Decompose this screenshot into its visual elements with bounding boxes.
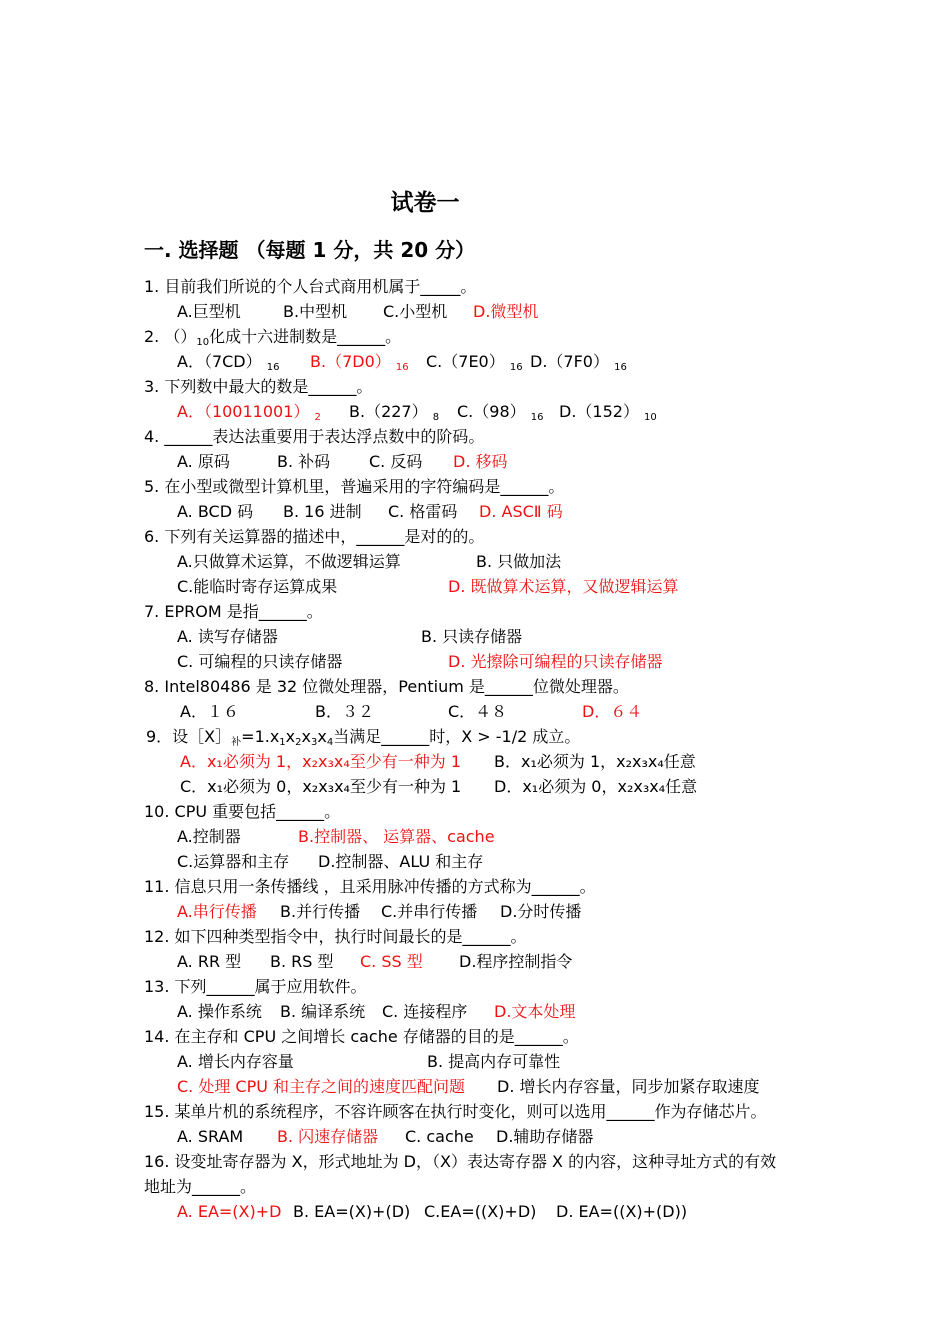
option-d: D.分时传播	[500, 902, 582, 921]
option-c: C. 反码	[369, 452, 423, 471]
option-b: B.（227） $_8$	[349, 402, 440, 423]
question-9: 9．设$[X]_补=1.x_1x_2x_3x_4$当满足______时，X > -1/2 成立。	[146, 727, 581, 748]
option-a: A．（7CD） $_{16}$	[177, 352, 280, 373]
option-b: B．３２	[315, 702, 374, 721]
option-d: D. EA=((X)+(D))	[556, 1202, 688, 1221]
option-d: D.（7F0） $_{16}$	[530, 352, 627, 373]
option-a: A.巨型机	[177, 302, 241, 321]
question-2	[144, 326, 401, 348]
option-c: C.小型机	[383, 302, 448, 321]
option-d: D.（152） $_{10}$	[559, 402, 657, 423]
option-b: B.中型机	[283, 302, 348, 321]
page-title: 试卷一	[390, 190, 460, 216]
question-3: 3. 下列数中最大的数是______。	[144, 377, 373, 396]
option-b: B．x₁必须为 1，x₂x₃x₄任意	[494, 752, 696, 771]
question-13: 13. 下列______属于应用软件。	[144, 977, 367, 996]
option-c: C.能临时寄存运算成果	[177, 577, 338, 596]
question-8: 8. Intel80486 是 32 位微处理器，Pentium 是______位微处理器。	[144, 677, 629, 696]
question-7: 7. EPROM 是指______。	[144, 602, 323, 621]
option-d-answer: D. 移码	[453, 452, 508, 471]
question-9-value: =1.x	[241, 727, 280, 746]
option-a: A. BCD 码	[177, 502, 254, 521]
option-c: C.（7E0） $_{16}$	[426, 352, 523, 373]
option-b: B. EA=(X)+(D)	[293, 1202, 411, 1221]
option-c: C. 连接程序	[382, 1002, 468, 1021]
option-c: C. 格雷码	[388, 502, 458, 521]
option-a-answer: A．（10011001） $_2$	[177, 402, 321, 423]
option-c: C．４８	[448, 702, 508, 721]
option-d-answer: D. 光擦除可编程的只读存储器	[448, 652, 663, 671]
option-c: C. cache	[405, 1127, 474, 1146]
question-9-complement-mark: 补	[231, 737, 242, 748]
option-a-answer: A. EA=(X)+D	[177, 1202, 282, 1221]
option-b-answer: B. 闪速存储器	[277, 1127, 379, 1146]
option-b: B. 16 进制	[283, 502, 362, 521]
question-16-line1: 16. 设变址寄存器为 X，形式地址为 D，（X）表达寄存器 X 的内容，这种寻址方式的有效	[144, 1152, 777, 1171]
section-heading: 一. 选择题 （每题 1 分，共 20 分）	[144, 238, 476, 262]
question-15: 15. 某单片机的系统程序，不容许顾客在执行时变化，则可以选用______作为存储芯片。	[144, 1102, 767, 1121]
option-a: A. SRAM	[177, 1127, 244, 1146]
question-4: 4. ______表达法重要用于表达浮点数中的阶码。	[144, 427, 485, 446]
question-16-line2: 地址为______。	[144, 1177, 257, 1196]
option-a-answer: A．x₁必须为 1，x₂x₃x₄至少有一种为 1	[180, 752, 462, 771]
option-b: B. 补码	[277, 452, 331, 471]
option-a: A. 读写存储器	[177, 627, 278, 646]
option-b: B.并行传播	[280, 902, 361, 921]
question-2-suffix: 化成十六进制数是______。	[209, 327, 402, 346]
question-9-prefix: 9．设［X］	[146, 727, 232, 746]
option-a: A.只做算术运算，不做逻辑运算	[177, 552, 401, 571]
option-d: D.程序控制指令	[459, 952, 573, 971]
option-b: B. 编译系统	[280, 1002, 366, 1021]
option-d: D．x₁必须为 0，x₂x₃x₄任意	[494, 777, 698, 796]
option-d: D.辅助存储器	[496, 1127, 594, 1146]
question-12: 12. 如下四种类型指令中，执行时间最长的是______。	[144, 927, 527, 946]
option-c: C.运算器和主存	[177, 852, 290, 871]
question-2-prefix: 2. （）	[144, 327, 197, 346]
option-a: A. RR 型	[177, 952, 242, 971]
option-b-answer: B.控制器、 运算器、cache	[298, 827, 495, 846]
option-d-answer: D．６４	[582, 702, 643, 721]
question-2-base: 10	[196, 337, 210, 348]
question-9-suffix: 当满足______时，X > -1/2 成立。	[333, 727, 581, 746]
option-b: B. 只读存储器	[421, 627, 523, 646]
option-a: A. 操作系统	[177, 1002, 262, 1021]
option-b: B. RS 型	[270, 952, 334, 971]
option-c: C. 可编程的只读存储器	[177, 652, 343, 671]
option-c-answer: C. SS 型	[360, 952, 423, 971]
option-a: A. 原码	[177, 452, 230, 471]
option-a: A. 增长内存容量	[177, 1052, 294, 1071]
question-14: 14. 在主存和 CPU 之间增长 cache 存储器的目的是______。	[144, 1027, 579, 1046]
option-a-answer: A.串行传播	[177, 902, 257, 921]
option-c: C．x₁必须为 0，x₂x₃x₄至少有一种为 1	[180, 777, 462, 796]
option-d: D. 增长内存容量，同步加紧存取速度	[497, 1077, 760, 1096]
option-c: C.（98） $_{16}$	[457, 402, 544, 423]
option-b-answer: B.（7D0） $_{16}$	[310, 352, 409, 373]
question-11: 11. 信息只用一条传播线 ，且采用脉冲传播的方式称为______。	[144, 877, 596, 896]
option-c-answer: C. 处理 CPU 和主存之间的速度匹配问题	[177, 1077, 466, 1096]
option-d-answer: D.文本处理	[494, 1002, 576, 1021]
option-a: A.控制器	[177, 827, 241, 846]
question-10: 10. CPU 重要包括______。	[144, 802, 341, 821]
option-b: B. 提高内存可靠性	[427, 1052, 561, 1071]
option-c: C.EA=((X)+D)	[424, 1202, 537, 1221]
question-1: 1. 目前我们所说的个人台式商用机属于_____。	[144, 277, 477, 296]
question-5: 5. 在小型或微型计算机里，普遍采用的字符编码是______。	[144, 477, 565, 496]
option-d-answer: D.微型机	[473, 302, 539, 321]
option-d-answer: D. ASCⅡ 码	[479, 502, 563, 521]
option-d-answer: D. 既做算术运算，又做逻辑运算	[448, 577, 679, 596]
option-a: A．１６	[180, 702, 239, 721]
question-6: 6. 下列有关运算器的描述中，______是对的的。	[144, 527, 485, 546]
option-c: C.并串行传播	[381, 902, 478, 921]
option-b: B. 只做加法	[476, 552, 562, 571]
option-d: D.控制器、ALU 和主存	[318, 852, 484, 871]
